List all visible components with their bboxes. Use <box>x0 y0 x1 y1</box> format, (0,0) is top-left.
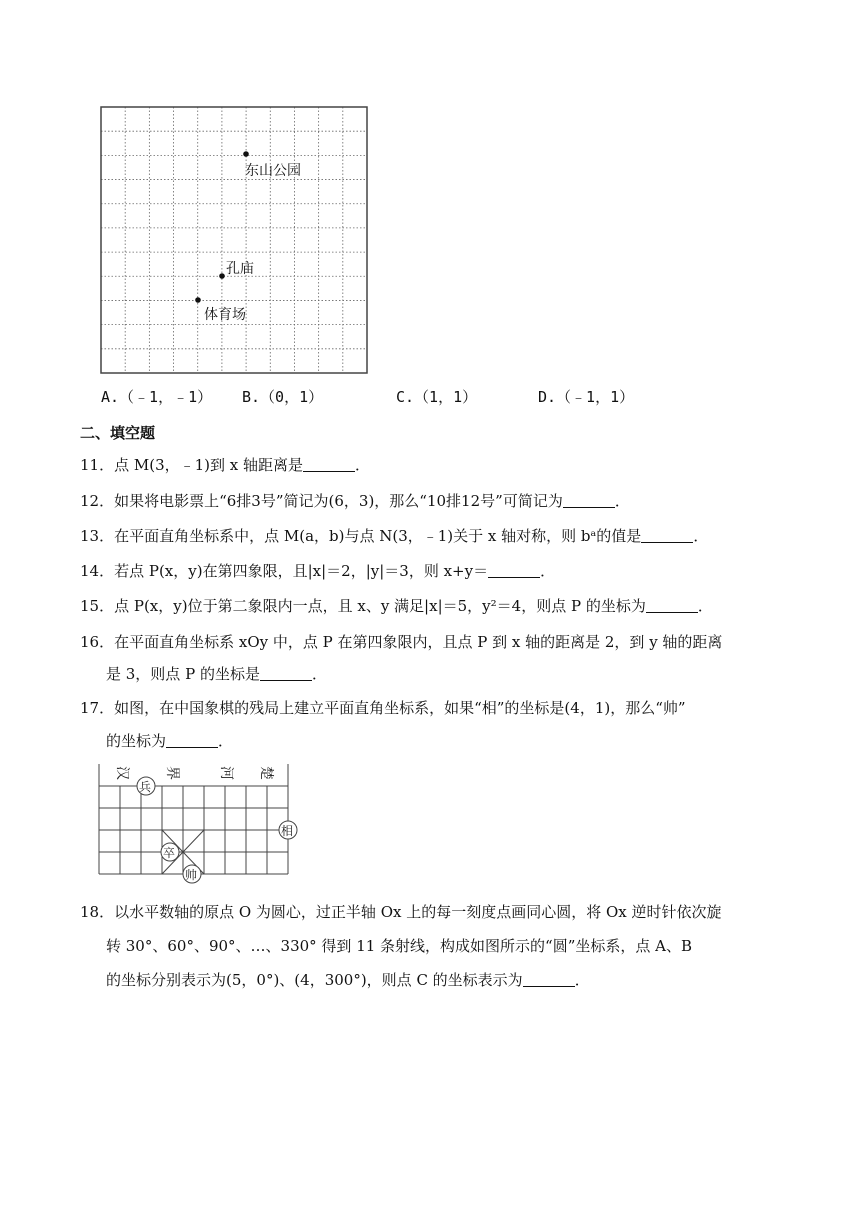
section-title: 二、填空题 <box>80 424 156 442</box>
map-grid-figure <box>100 106 370 376</box>
chess-board-figure <box>94 762 304 884</box>
piece-zu <box>161 843 179 861</box>
answer-blank <box>641 528 693 543</box>
answer-blank <box>488 563 540 578</box>
river-text-left: 汉 <box>114 766 130 780</box>
question-12: 12．如果将电影票上“6排3号”简记为(6，3)，那么“10排12号”可简记为 ． <box>80 492 630 510</box>
piece-shuai <box>183 865 201 883</box>
piece-shuai-label: 帅 <box>185 868 198 882</box>
option-d: D.（﹣1，1） <box>538 388 635 406</box>
answer-blank <box>646 598 698 613</box>
question-16-line1: 16．在平面直角坐标系 xOy 中，点 P 在第四象限内，且点 P 到 x 轴的距离是 2，到 y 轴的距离 <box>80 633 723 651</box>
answer-blank <box>563 493 615 508</box>
option-b: B.（0，1） <box>242 388 324 406</box>
river-text-right2: 楚 <box>258 766 274 780</box>
temple-label: 孔庙 <box>226 261 254 277</box>
park-point <box>243 151 249 157</box>
piece-xiang <box>279 821 297 839</box>
option-a: A.（﹣1，﹣1） <box>101 388 213 406</box>
question-15: 15．点 P(x，y)位于第二象限内一点，且 x、y 满足|x|＝5，y²＝4，则点 P 的坐标为 ． <box>80 597 713 615</box>
map-grid-lines <box>101 107 367 373</box>
answer-blank <box>523 972 575 987</box>
question-14: 14．若点 P(x，y)在第四象限，且|x|＝2，|y|＝3，则 x+y＝ ． <box>80 562 556 580</box>
question-17-line2: 的坐标为 ． <box>106 732 234 750</box>
piece-xiang-label: 相 <box>281 824 294 838</box>
stadium-point <box>195 297 201 303</box>
answer-blank <box>303 457 355 472</box>
question-18-line3: 的坐标分别表示为(5，0°)、(4，300°)，则点 C 的坐标表示为 ． <box>106 971 590 989</box>
answer-blank <box>166 733 218 748</box>
stadium-label: 体育场 <box>204 307 246 323</box>
piece-zu-label: 卒 <box>163 846 176 860</box>
park-label: 东山公园 <box>245 163 301 179</box>
option-c: C.（1，1） <box>396 388 478 406</box>
map-border <box>101 107 367 373</box>
question-18-line2: 转 30°、60°、90°、…、330° 得到 11 条射线，构成如图所示的“圆”坐标系，点 A、B <box>106 937 693 955</box>
question-17-line1: 17．如图，在中国象棋的残局上建立平面直角坐标系，如果“相”的坐标是(4，1)，那么“帅” <box>80 699 686 717</box>
river-text-right1: 河 <box>218 766 234 780</box>
temple-point <box>219 273 225 279</box>
question-16-line2: 是 3，则点 P 的坐标是 ． <box>106 665 327 683</box>
piece-bing <box>137 777 155 795</box>
answer-blank <box>260 666 312 681</box>
question-11: 11．点 M(3，﹣1)到 x 轴距离是 ． <box>80 456 371 474</box>
chess-grid <box>99 764 288 874</box>
piece-bing-label: 兵 <box>139 780 152 794</box>
question-18-line1: 18．以水平数轴的原点 O 为圆心，过正半轴 Ox 上的每一刻度点画同心圆，将 Ox 逆时针依次旋 <box>80 903 722 921</box>
river-text-mid: 界 <box>164 766 180 780</box>
question-13: 13．在平面直角坐标系中，点 M(a，b)与点 N(3，﹣1)关于 x 轴对称，则 bᵃ的值是 ． <box>80 527 709 545</box>
